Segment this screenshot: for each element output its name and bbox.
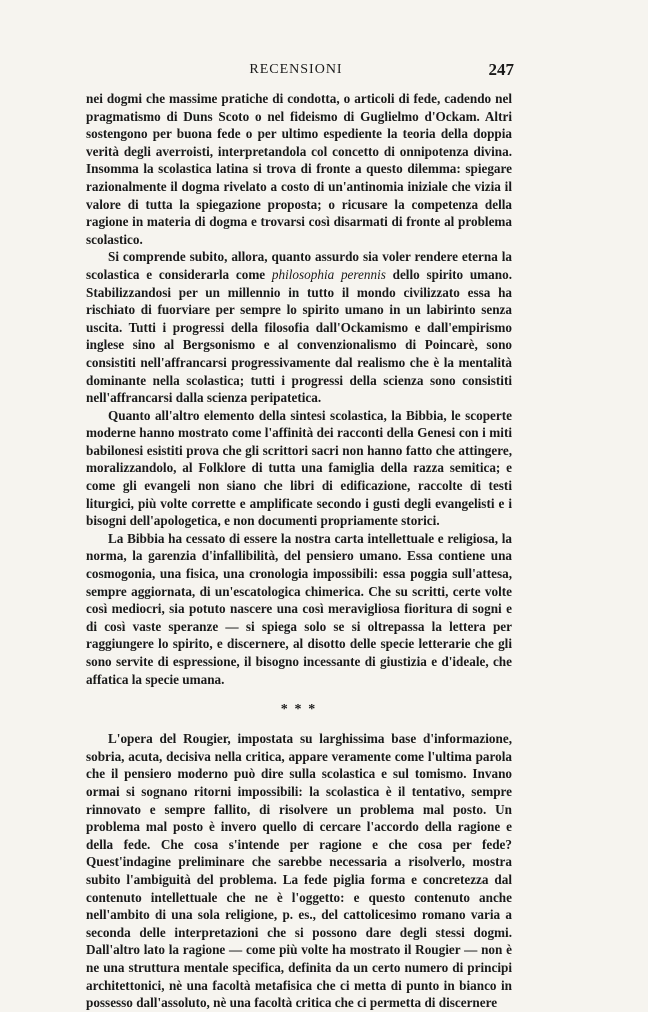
paragraph-2-before: Si comprende subito, allora, quanto assurdo sia voler rendere eterna la scolastica e considerarla come [86,249,512,282]
paragraph-2-italic: philosophia perennis [271,266,386,282]
paragraph-1: nei dogmi che massime pratiche di condotta, o articoli di fede, cadendo nel pragmatismo di Duns Scoto o nel fideismo di Guglielmo d'Ockam. Altri sostengono per buona fede o per ultimo espediente la teoria della doppia verità degli averroisti, interpretandola col concetto di onnipotenza divina. Insomma la scolastica latina si trova di fronte a questo dilemma: spiegare razionalmente il dogma rivelato a costo di un'antinomia iniziale che vizia il valore di tutta la spiegazione proposta; o ricusare la competenza della ragione in materia di dogma e trovarsi così disarmati di fronte al problema scolastico. [86,91,512,247]
section-break-asterisks: * * * [280,702,318,718]
paragraph-2-after: dello spirito umano. Stabilizzandosi per un millennio in tutto il mondo civilizzato essa ha rischiato di fuorviare per sempre lo spirito umano in un labirinto senza uscita. Tutti i progressi della filosofia dall'Ockamismo e dall'empirismo inglese sino al Bergsonismo e al convenzionalismo di Poincarè, sono consistiti nell'affrancarsi progressivamente dal realismo che è la mentalità dominante nella scolastica; tutti i progressi della scienza sono consistiti nell'affrancarsi dalla scienza peripatetica. [86,266,512,406]
paragraph-5: L'opera del Rougier, impostata su larghissima base d'informazione, sobria, acuta, decisiva nella critica, appare veramente come l'ultima parola che il pensiero moderno può dire sulla scolastica e sul tomismo. Invano ormai si sognano ritorni impossibili: la scolastica è il tentativo, sempre rinnovato e sempre fallito, di risolvere un problema mal posto. Un problema mal posto è invero quello di cercare l'accordo della ragione e della fede. Che cosa s'intende per ragione e che cosa per fede? Quest'indagine preliminare che sarebbe necessaria a risolverlo, mostra subito l'ambiguità del problema. La fede piglia forma e concretezza dal contenuto intellettuale che ne è l'oggetto: e questo contenuto anche nell'ambito di una sola religione, p. es., del cattolicesimo romano varia a seconda delle interpretazioni che si possono dare degli stessi dogmi. Dall'altro lato la ragione — come più volte ha mostrato il Rougier — non è ne una struttura mentale specifica, definita da un certo numero di principi architettonici, nè una facoltà metafisica che ci metta di punto in bianco in possesso dall'assoluto, nè una facoltà critica che ci permetta di discernere [86,731,512,1011]
page-header [86,60,514,82]
page-number: 247 [488,60,514,79]
paragraph-4: La Bibbia ha cessato di essere la nostra carta intellettuale e religiosa, la norma, la garenzia d'infallibilità, del pensiero umano. Essa contiene una cosmogonia, una fisica, una cronologia impossibili: essa poggia sull'attesa, sempre aggiornata, di un'escatologica chimerica. Che su scritti, certe volte così mediocri, sia potuto nascere una così meravigliosa fioritura di sogni e di così vaste speranze — si spiega solo se si oltrepassa la lettera per raggiungere lo spirito, e discernere, al disotto delle specie letterarie che gli sono servite di espressione, il bisogno incessante di giustizia e d'ideale, che affatica la specie umana. [86,530,512,687]
running-head: RECENSIONI [249,62,343,77]
paragraph-3: Quanto all'altro elemento della sintesi scolastica, la Bibbia, le scoperte moderne hanno mostrato come l'affinità dei racconti della Genesi con i miti babilonesi esistiti prova che gli scrittori sacri non hanno fatto che attingere, moralizzandolo, al Folklore di tutta una famiglia della razza semitica; e come gli evangeli non siano che libri di edificazione, raccolte di testi liturgici, più volte corrette e amplificate secondo i gusti degli evangelisti e i bisogni dell'apologetica, e non documenti propriamente storici. [86,407,512,529]
paragraph-2 [86,248,512,406]
body-text [86,90,512,1012]
